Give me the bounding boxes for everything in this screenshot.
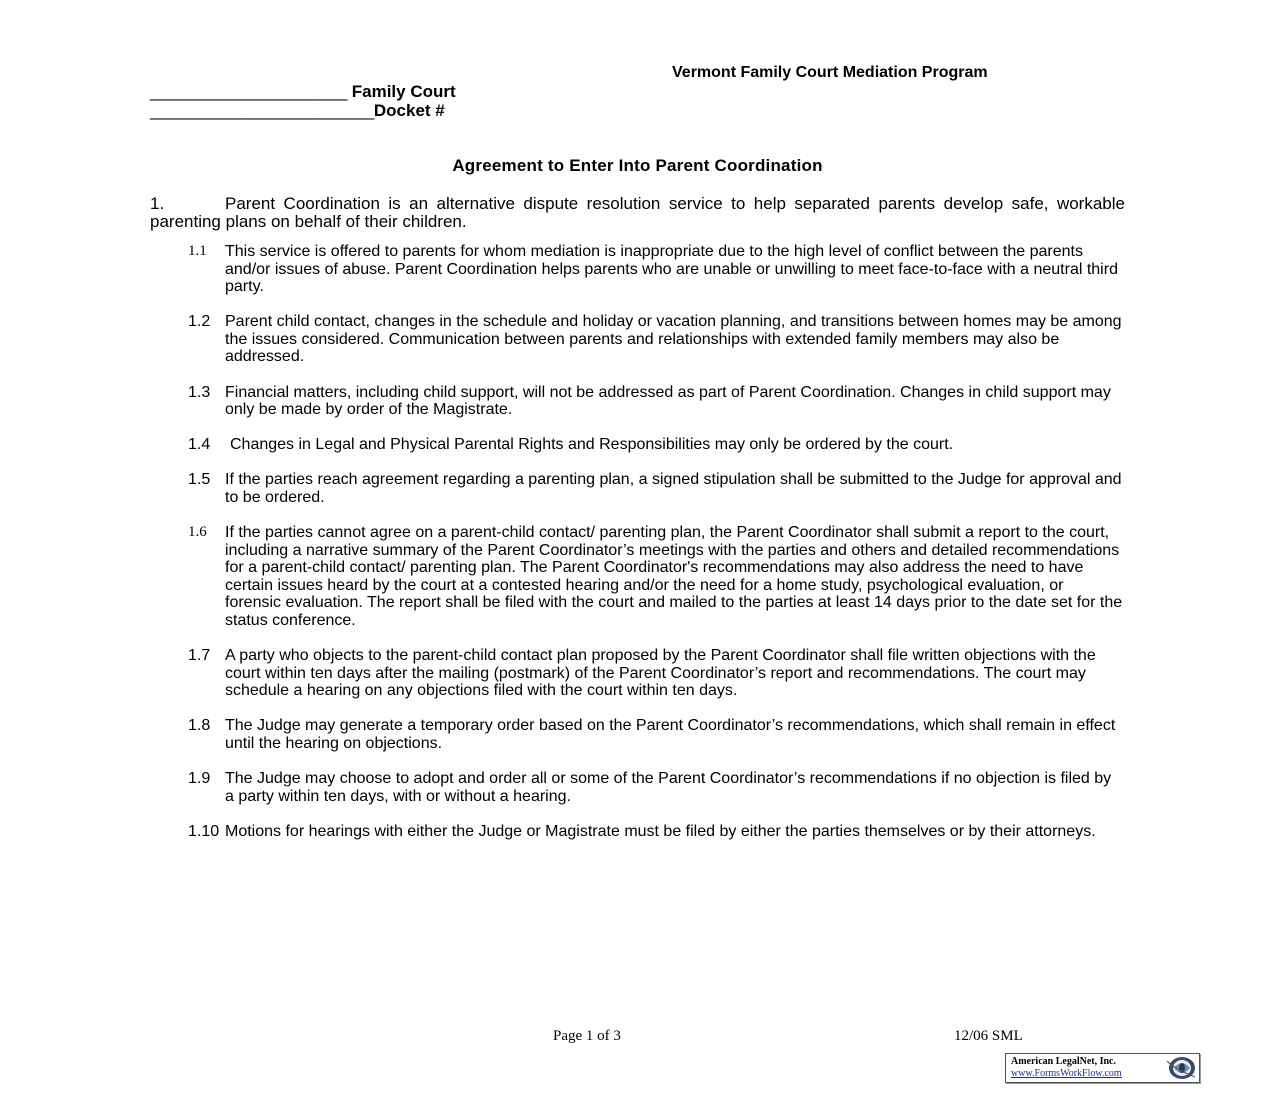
item-number: 1.5 [188, 471, 211, 489]
item-number: 1.6 [188, 524, 207, 541]
form-code: 12/06 SML [954, 1028, 1023, 1044]
list-item [188, 823, 1123, 841]
docket-blank: _________________________ [150, 101, 374, 120]
docket-line [150, 101, 445, 121]
item-text: The Judge may choose to adopt and order all or some of the Parent Coordinator’s recommendations if no objection is filed by a party within ten days, with or without a hearing. [225, 770, 1112, 805]
item-text: Financial matters, including child support, will not be addressed as part of Parent Coordination. Changes in child support may only be made by order of the Magistrate. [225, 383, 1111, 419]
item-text: Parent child contact, changes in the schedule and holiday or vacation planning, and transitions between homes may be among the issues considered. Communication between parents and relationships with extended family members may also be addressed. [225, 313, 1122, 366]
item-text: Changes in Legal and Physical Parental Rights and Responsibilities may only be ordered by the court. [230, 436, 954, 454]
item-number: 1.10 [188, 822, 220, 840]
item-text: If the parties reach agreement regarding a parenting plan, a signed stipulation shall be submitted to the Judge for approval and to be ordered. [225, 471, 1122, 506]
item-number: 1.2 [188, 313, 211, 331]
list-item [188, 647, 1123, 700]
item-text: This service is offered to parents for whom mediation is inappropriate due to the high level of conflict between the parents and/or issues of abuse. Parent Coordination helps parents who are unable or unwilling to meet face-to-face with a neutral third party. [225, 243, 1118, 296]
list-item [188, 243, 1123, 296]
list-item [188, 717, 1123, 752]
program-title: Vermont Family Court Mediation Program [672, 64, 988, 81]
list-item [188, 313, 1123, 366]
item-number: 1.1 [188, 243, 207, 259]
page-number: Page 1 of 3 [553, 1028, 621, 1044]
list-item [188, 471, 1123, 506]
intro-text: Parent Coordination is an alternative dispute resolution service to help separated parents develop safe, workable parenting plans on behalf of their children. [150, 194, 1125, 231]
intro-number: 1. [150, 194, 165, 213]
item-text: Motions for hearings with either the Judge or Magistrate must be filed by either the parties themselves or by their attorneys. [225, 822, 1096, 840]
family-court-line [150, 82, 456, 102]
document-title: Agreement to Enter Into Parent Coordination [452, 156, 823, 175]
item-number: 1.4 [188, 436, 211, 454]
logo-url-link[interactable]: www.FormsWorkFlow.com [1011, 1068, 1122, 1079]
list-item [188, 436, 1123, 454]
list-item [188, 524, 1123, 630]
family-court-blank: ______________________ [150, 82, 348, 101]
docket-label: Docket # [373, 101, 445, 120]
logo-company-name: American LegalNet, Inc. [1011, 1056, 1116, 1067]
item-text: If the parties cannot agree on a parent-child contact/ parenting plan, the Parent Coordinator shall submit a report to the court, including a narrative summary of the Parent Coordinator’s meetings with the parties and others and detailed recommendations for a parent-child contact/ parenting plan. The Parent Coordinator's recommendations may also address the need to have certain issues heard by the court at a contested hearing and/or the need for a home study, psychological evaluation, or forensic evaluation. The report shall be filed with the court and mailed to the parties at least 14 days prior to the date set for the status conference. [225, 524, 1123, 629]
item-number: 1.9 [188, 770, 211, 788]
numbered-items [188, 243, 1123, 858]
item-text: The Judge may generate a temporary order based on the Parent Coordinator’s recommendations, which shall remain in effect until the hearing on objections. [225, 717, 1116, 752]
item-number: 1.3 [188, 383, 211, 401]
item-text: A party who objects to the parent-child contact plan proposed by the Parent Coordinator shall file written objections with the court within ten days after the mailing (postmark) of the Parent Coordinator’s report and recommendations. The court may schedule a hearing on any objections filed with the court within ten days. [225, 647, 1096, 700]
intro-paragraph [150, 195, 1125, 231]
item-number: 1.7 [188, 647, 211, 665]
globe-icon [1165, 1055, 1197, 1081]
legalnet-logo[interactable] [1005, 1053, 1200, 1083]
list-item [188, 384, 1123, 419]
item-number: 1.8 [188, 717, 211, 735]
list-item [188, 770, 1123, 805]
family-court-label: Family Court [351, 82, 456, 101]
